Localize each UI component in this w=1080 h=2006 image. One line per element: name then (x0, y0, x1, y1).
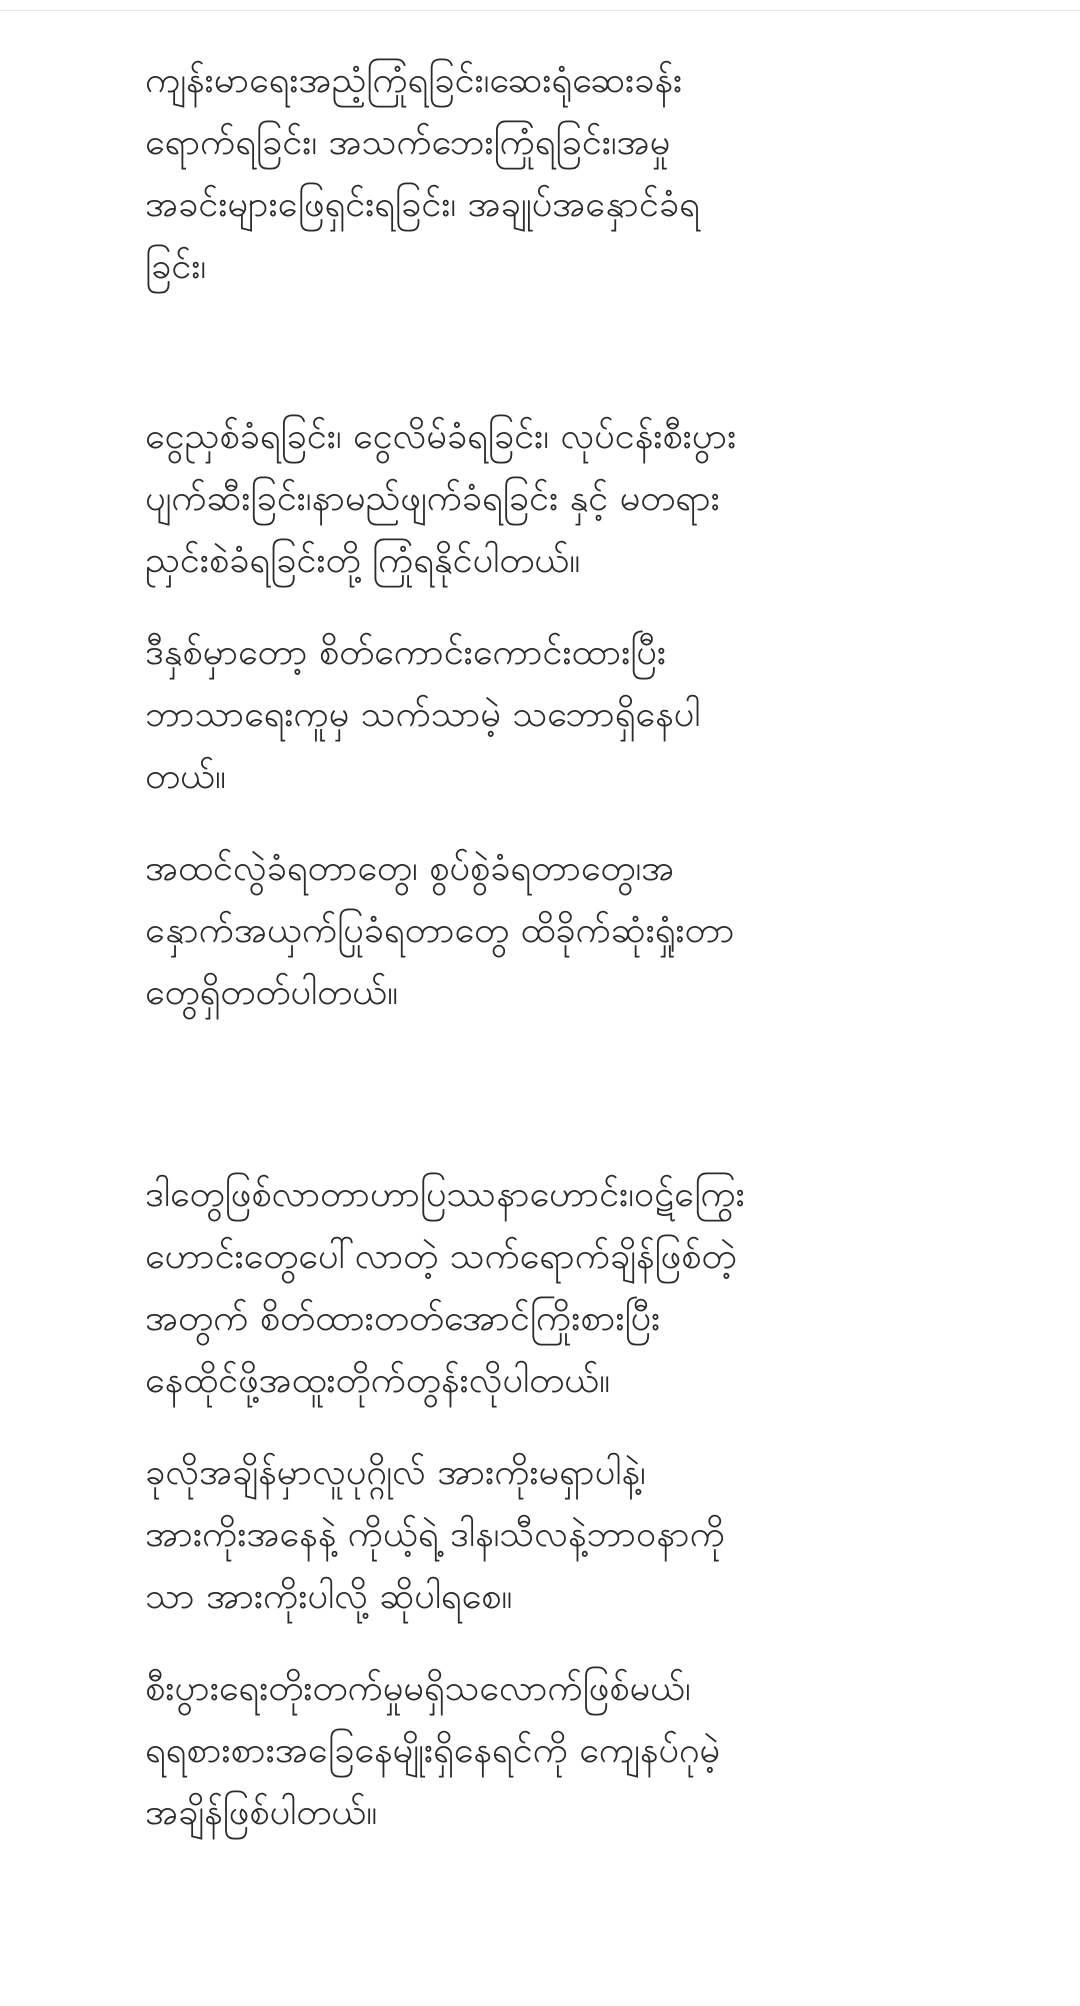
spacer (145, 1024, 935, 1164)
paragraph-5 (145, 1164, 935, 1412)
paragraph-line: ဟောင်းတွေပေါ်လာတဲ့ သက်ရောက်ချိန်ဖြစ်တဲ့ (145, 1236, 737, 1277)
paragraph-line: ပျက်ဆီးခြင်း၊နာမည်ဖျက်ခံရခြင်း နှင့် မတရား (145, 478, 720, 519)
paragraph-line: နှောက်အယှက်ပြုခံရတာတွေ ထိခိုက်ဆုံးရှုံးတာ (145, 910, 735, 951)
paragraph-line: ညှင်းစဲခံရခြင်းတို့ ကြုံရနိုင်ပါတယ်။ (145, 540, 581, 581)
paragraph-line: ရောက်ရခြင်း၊ အသက်ဘေးကြုံရခြင်း၊အမှု (145, 122, 671, 163)
paragraph-line: ရရစားစားအခြေနေမျိုးရှိနေရင်ကို ကျေနပ်ဂုမဲ့ (145, 1730, 720, 1771)
paragraph-line: အထင်လွဲခံရတာတွေ၊ စွပ်စွဲခံရတာတွေ၊အ (145, 848, 675, 889)
paragraph-line: ခုလိုအချိန်မှာလူပုဂ္ဂိုလ် အားကိုးမရှာပါနဲ့၊ (145, 1452, 646, 1493)
paragraph-4 (145, 838, 935, 1024)
paragraph-line: အားကိုးအနေနဲ့ ကိုယ့်ရဲ့ ဒါန၊သီလနဲ့ဘာဝနာကို (145, 1514, 725, 1555)
paragraph-line: နေထိုင်ဖို့အထူးတိုက်တွန်းလိုပါတယ်။ (145, 1360, 611, 1401)
paragraph-line: အချိန်ဖြစ်ပါတယ်။ (145, 1792, 378, 1833)
paragraph-line: ကျန်းမာရေးအညံ့ကြုံရခြင်း၊ဆေးရုံဆေးခန်း (145, 60, 683, 101)
paragraph-3 (145, 622, 935, 808)
paragraph-line: ဘာသာရေးကူမှ သက်သာမဲ့ သဘောရှိနေပါ (145, 694, 701, 735)
spacer (145, 1628, 935, 1658)
paragraph-line: တွေရှိတတ်ပါတယ်။ (145, 972, 399, 1013)
spacer (145, 808, 935, 838)
paragraph-line: စီးပွားရေးတိုးတက်မှုမရှိသလောက်ဖြစ်မယ်၊ (145, 1668, 691, 1709)
article-body (145, 50, 935, 1844)
spacer (145, 298, 935, 406)
top-divider (0, 10, 1080, 11)
paragraph-line: အခင်းများဖြေရှင်းရခြင်း၊ အချုပ်အနှောင်ခံရ (145, 184, 700, 225)
spacer (145, 592, 935, 622)
paragraph-line: ဒီနှစ်မှာတော့ စိတ်ကောင်းကောင်းထားပြီး (145, 632, 666, 673)
spacer (145, 1412, 935, 1442)
paragraph-1 (145, 50, 935, 298)
paragraph-line: ခြင်း၊ (145, 246, 207, 287)
paragraph-line: ငွေညှစ်ခံရခြင်း၊ ငွေလိမ်ခံရခြင်း၊ လုပ်ငန်းစီးပွား (145, 416, 737, 457)
paragraph-line: အတွက် စိတ်ထားတတ်အောင်ကြိုးစားပြီး (145, 1298, 661, 1339)
paragraph-line: ဒါတွေဖြစ်လာတာဟာပြဿနာဟောင်း၊ဝဋ်ကြွေး (145, 1174, 745, 1215)
paragraph-6 (145, 1442, 935, 1628)
paragraph-2 (145, 406, 935, 592)
paragraph-line: တယ်။ (145, 756, 226, 797)
paragraph-7 (145, 1658, 935, 1844)
paragraph-line: သာ အားကိုးပါလို့ ဆိုပါရစေ။ (145, 1576, 513, 1617)
